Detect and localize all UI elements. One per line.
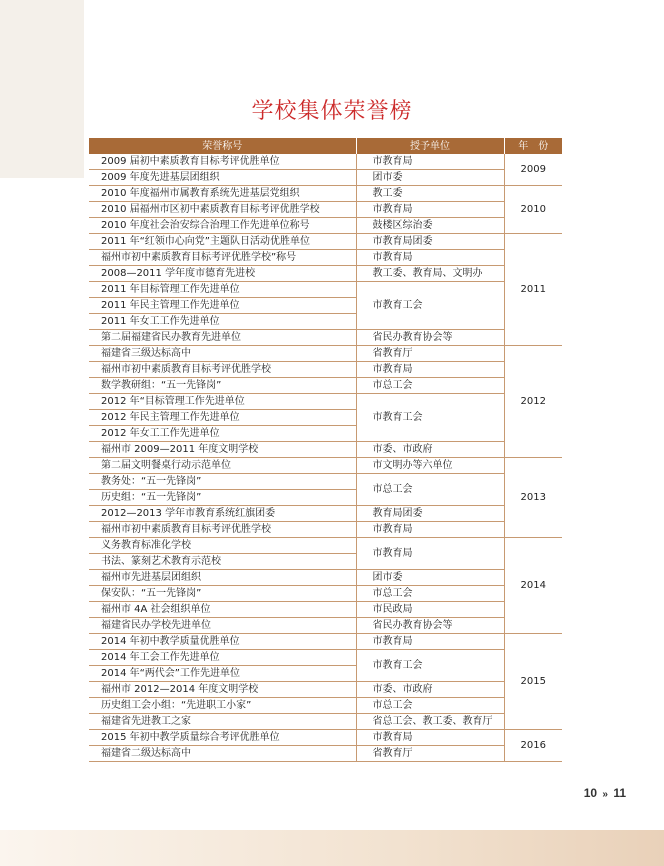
honor-cell: 福州市 4A 社会组织单位 [89,602,356,618]
unit-cell: 市教育局 [356,250,504,266]
header-honor: 荣誉称号 [89,138,356,154]
unit-cell: 市教育局 [356,362,504,378]
table-row [89,330,562,346]
honor-cell: 福建省三级达标高中 [89,346,356,362]
honor-cell: 2010 年度福州市属教育系统先进基层党组织 [89,186,356,202]
honor-cell: 2008—2011 学年度市德育先进校 [89,266,356,282]
year-cell: 2016 [504,730,562,762]
table-row [89,522,562,538]
honor-cell: 第二届文明餐桌行动示范单位 [89,458,356,474]
unit-cell: 市教育局 [356,634,504,650]
table-row [89,474,562,490]
honor-cell: 2012 年民主管理工作先进单位 [89,410,356,426]
honor-cell: 教务处：“五一先锋岗” [89,474,356,490]
page-number-right: 11 [613,786,626,800]
unit-cell: 省总工会、教工委、教育厅 [356,714,504,730]
unit-cell: 市教育局团委 [356,234,504,250]
honor-cell: 福州市初中素质教育目标考评优胜学校 [89,522,356,538]
unit-cell: 市教育工会 [356,650,504,682]
honor-cell: 第二届福建省民办教育先进单位 [89,330,356,346]
honor-table [89,138,562,762]
page-number [584,786,626,800]
table-body [89,154,562,762]
honor-cell: 2014 年工会工作先进单位 [89,650,356,666]
honor-cell: 2012 年女工工作先进单位 [89,426,356,442]
table-row [89,282,562,298]
honor-cell: 2014 年初中教学质量优胜单位 [89,634,356,650]
honor-cell: 历史组工会小组：“先进职工小家” [89,698,356,714]
table-row [89,746,562,762]
honor-cell: 2009 年度先进基层团组织 [89,170,356,186]
table-row [89,346,562,362]
honor-cell: 书法、篆刻艺术教育示范校 [89,554,356,570]
unit-cell: 市教育局 [356,730,504,746]
honor-cell: 2010 年度社会治安综合治理工作先进单位称号 [89,218,356,234]
year-cell: 2012 [504,346,562,458]
table-header-row [89,138,562,154]
table-row [89,378,562,394]
honor-cell: 福州市先进基层团组织 [89,570,356,586]
table-row [89,538,562,554]
bottom-band [0,830,664,866]
table-row [89,714,562,730]
page-number-left: 10 [583,786,598,800]
honor-cell: 2011 年“红领巾心向党”主题队日活动优胜单位 [89,234,356,250]
unit-cell: 教工委、教育局、文明办 [356,266,504,282]
unit-cell: 省教育厅 [356,746,504,762]
table-row [89,362,562,378]
year-cell: 2010 [504,186,562,234]
year-cell: 2014 [504,538,562,634]
year-cell: 2013 [504,458,562,538]
page-separator: » [602,789,608,800]
honor-cell: 福州市 2012—2014 年度文明学校 [89,682,356,698]
unit-cell: 省教育厅 [356,346,504,362]
table-row [89,570,562,586]
table-row [89,618,562,634]
table-row [89,202,562,218]
unit-cell: 市教育局 [356,538,504,570]
table-row [89,730,562,746]
year-cell: 2011 [504,234,562,346]
table-row [89,458,562,474]
table-row [89,234,562,250]
unit-cell: 市总工会 [356,474,504,506]
honor-cell: 2014 年“两代会”工作先进单位 [89,666,356,682]
page-title: 学校集体荣誉榜 [251,99,413,124]
honor-cell: 2012 年“目标管理工作先进单位 [89,394,356,410]
honor-cell: 2011 年目标管理工作先进单位 [89,282,356,298]
table-row [89,186,562,202]
table-row [89,218,562,234]
unit-cell: 市总工会 [356,698,504,714]
unit-cell: 市教育局 [356,202,504,218]
honor-cell: 历史组：“五一先锋岗” [89,490,356,506]
year-cell: 2015 [504,634,562,730]
table-row [89,394,562,410]
table-row [89,170,562,186]
table-row [89,650,562,666]
unit-cell: 教育局团委 [356,506,504,522]
unit-cell: 市总工会 [356,378,504,394]
table-row [89,506,562,522]
year-cell: 2009 [504,154,562,186]
honor-cell: 保安队：“五一先锋岗” [89,586,356,602]
honor-cell: 福州市初中素质教育目标考评优胜学校”称号 [89,250,356,266]
unit-cell: 市委、市政府 [356,442,504,458]
table-row [89,682,562,698]
honor-cell: 福建省先进教工之家 [89,714,356,730]
honor-cell: 数学教研组：“五一先锋岗” [89,378,356,394]
unit-cell: 市文明办等六单位 [356,458,504,474]
unit-cell: 市民政局 [356,602,504,618]
honor-cell: 2012—2013 学年市教育系统红旗团委 [89,506,356,522]
table-row [89,698,562,714]
table-row [89,442,562,458]
honor-cell: 2009 届初中素质教育目标考评优胜单位 [89,154,356,170]
honor-cell: 福建省二级达标高中 [89,746,356,762]
unit-cell: 市教育局 [356,154,504,170]
unit-cell: 市教育工会 [356,282,504,330]
table-row [89,266,562,282]
table-row [89,602,562,618]
header-year: 年 份 [504,138,562,154]
honor-cell: 2010 届福州市区初中素质教育目标考评优胜学校 [89,202,356,218]
unit-cell: 团市委 [356,570,504,586]
table-row [89,586,562,602]
unit-cell: 教工委 [356,186,504,202]
honor-cell: 2011 年民主管理工作先进单位 [89,298,356,314]
table-row [89,154,562,170]
honor-cell: 义务教育标准化学校 [89,538,356,554]
corner-decoration [0,0,84,178]
table-row [89,634,562,650]
honor-cell: 福建省民办学校先进单位 [89,618,356,634]
unit-cell: 团市委 [356,170,504,186]
unit-cell: 市委、市政府 [356,682,504,698]
unit-cell: 鼓楼区综治委 [356,218,504,234]
unit-cell: 市教育工会 [356,394,504,442]
honor-cell: 福州市初中素质教育目标考评优胜学校 [89,362,356,378]
unit-cell: 省民办教育协会等 [356,330,504,346]
honor-cell: 福州市 2009—2011 年度文明学校 [89,442,356,458]
honor-cell: 2015 年初中教学质量综合考评优胜单位 [89,730,356,746]
header-unit: 授予单位 [356,138,504,154]
unit-cell: 市总工会 [356,586,504,602]
honor-cell: 2011 年女工工作先进单位 [89,314,356,330]
table-row [89,250,562,266]
unit-cell: 市教育局 [356,522,504,538]
unit-cell: 省民办教育协会等 [356,618,504,634]
